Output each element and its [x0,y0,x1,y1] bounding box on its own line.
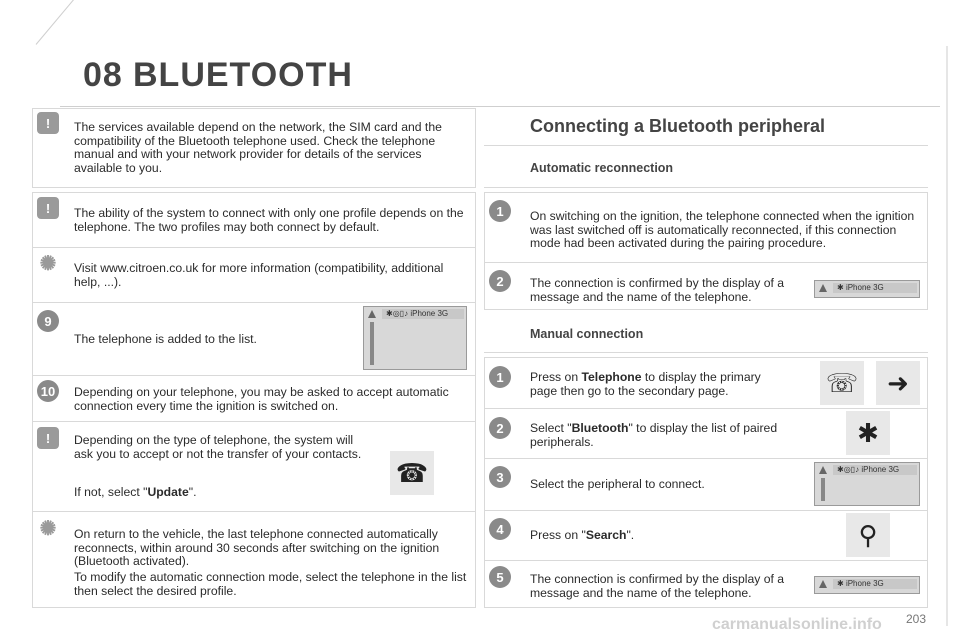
separator [32,511,476,512]
m4-text: Press on "Search". [530,528,635,542]
step-1-icon: 1 [489,366,511,388]
separator [484,560,928,561]
phone-name: iPhone 3G [861,465,900,474]
status-icons: ✱◎▯♪ [837,465,860,474]
warning-icon: ! [37,112,59,134]
separator [32,247,476,248]
phone-name: iPhone 3G [410,309,449,318]
phone-name: iPhone 3G [845,283,884,292]
m1-text: Press on Telephone to display the primary page then go to the secondary page. [530,370,761,398]
separator [484,187,928,188]
separator [484,510,928,511]
chapter-number: 08 [83,56,123,94]
separator [484,458,928,459]
left-note1-text: The services available depend on the network, the SIM card and the compatibility of the Bluetooth telephone used. Check the telephone manual and with your network provider for details of the services available to you. [74,120,442,175]
right-rule [946,46,948,626]
left-tip1-text: Visit www.citroen.co.uk for more information (compatibility, additional help, ...). [74,261,444,289]
connected-phone-screen: ✱ iPhone 3G [814,280,920,298]
right-heading: Connecting a Bluetooth peripheral [530,116,826,136]
step-2-icon: 2 [489,417,511,439]
bluetooth-icon: ✱ [846,411,890,455]
separator [484,262,928,263]
secondary-page-icon: ➜ [876,361,920,405]
warning-icon: ! [37,197,59,219]
separator [32,375,476,376]
left-note2-text: The ability of the system to connect with only one profile depends on the telephone. The two profiles may both connect by default. [74,206,464,234]
auto1-text: On switching on the ignition, the telephone connected when the ignition was last switched off is automatically reconnected, if this connection mode had been activated during the pairing procedure. [530,209,915,250]
step-9-icon: 9 [37,310,59,332]
telephone-button-icon: ☏ [820,361,864,405]
header-diagonal [36,0,78,45]
manual-heading: Manual connection [530,327,644,341]
left-tip2a-text: On return to the vehicle, the last telephone connected automatically reconnects, within around 30 seconds after switching on the ignition (Bluetooth activated). [74,527,440,568]
chapter-title: BLUETOOTH [133,56,353,94]
left-step10-text: Depending on your telephone, you may be asked to accept automatic connection every time the ignition is switched on. [74,385,449,413]
phone-list-screen [363,306,467,370]
step-4-icon: 4 [489,518,511,540]
left-step9-text: The telephone is added to the list. [74,332,257,346]
separator [484,408,928,409]
status-icons: ✱◎▯♪ [386,309,409,318]
separator [32,421,476,422]
warning-icon: ! [37,427,59,449]
left-note3-text: Depending on the type of telephone, the system will ask you to accept or not the transfer of your contacts. [74,433,362,461]
page-number: 203 [906,612,927,626]
separator [484,352,928,353]
left-tip2b-text: To modify the automatic connection mode, select the telephone in the list then select the desired profile. [74,570,467,598]
phone-name: iPhone 3G [845,579,884,588]
step-1-icon: 1 [489,200,511,222]
m2-text: Select "Bluetooth" to display the list of paired peripherals. [530,421,778,449]
contacts-transfer-icon: ☎ [390,451,434,495]
watermark: carmanualsonline.info [712,616,882,633]
separator [32,302,476,303]
step-3-icon: 3 [489,466,511,488]
step-5-icon: 5 [489,566,511,588]
m3-text: Select the peripheral to connect. [530,477,705,491]
auto2-text: The connection is confirmed by the display of a message and the name of the telephone. [530,276,785,304]
step-10-icon: 10 [37,380,59,402]
peripheral-list-screen [814,462,920,506]
auto-heading: Automatic reconnection [530,161,674,175]
search-icon: ⚲ [846,513,890,557]
separator [484,145,928,146]
header-line [60,106,940,107]
left-note3-ifnot: If not, select "Update". [74,485,197,499]
m5-text: The connection is confirmed by the display of a message and the name of the telephone. [530,572,785,600]
step-2-icon: 2 [489,270,511,292]
connected-phone-screen: ✱ iPhone 3G [814,576,920,594]
tip-icon: ✺ [39,517,57,540]
tip-icon: ✺ [39,252,57,275]
